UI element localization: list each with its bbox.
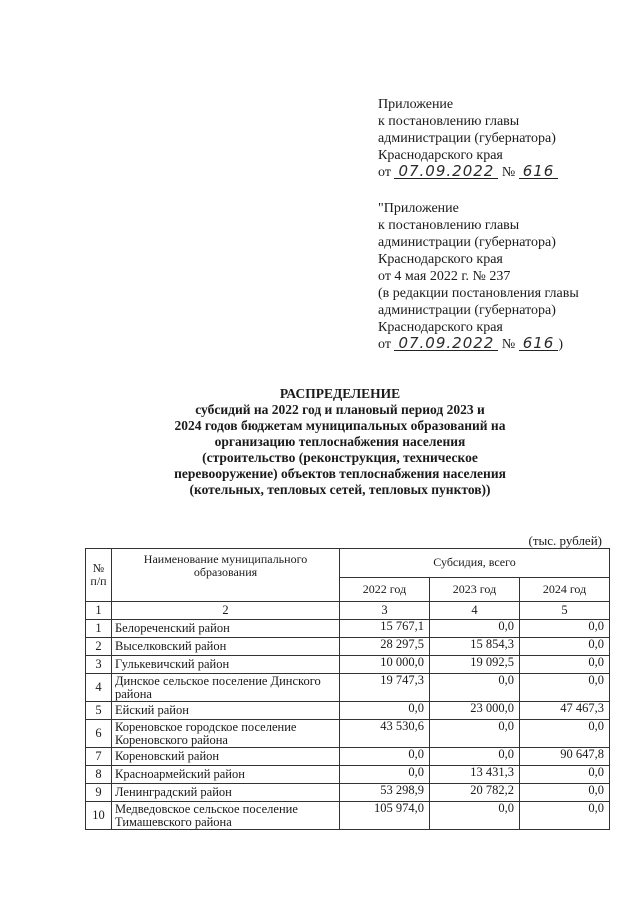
index-cell: 1 — [86, 602, 112, 620]
col-header-name: Наименование муниципального образования — [112, 549, 340, 602]
title-line: РАСПРЕДЕЛЕНИЕ — [279, 386, 401, 401]
value-2022: 0,0 — [340, 702, 430, 720]
value-2022: 105 974,0 — [340, 802, 430, 830]
index-cell: 3 — [340, 602, 430, 620]
table-row — [86, 674, 610, 702]
subsidy-table — [85, 548, 610, 830]
header-line: администрации (губернатора) — [378, 131, 556, 146]
row-number: 9 — [86, 784, 112, 802]
value-2022: 53 298,9 — [340, 784, 430, 802]
value-2023: 0,0 — [430, 674, 520, 702]
value-2024: 0,0 — [520, 784, 610, 802]
header-line: (в редакции постановления главы — [378, 286, 579, 301]
table-row — [86, 720, 610, 748]
title-line: (котельных, тепловых сетей, тепловых пунктов)) — [189, 482, 491, 497]
original-appendix-header — [378, 200, 618, 353]
handwritten-number: 616 — [519, 164, 559, 179]
value-2024: 0,0 — [520, 720, 610, 748]
table-row — [86, 702, 610, 720]
header-date-line — [378, 336, 618, 353]
col-header-year: 2023 год — [430, 577, 520, 601]
value-2022: 15 767,1 — [340, 620, 430, 638]
row-number: 6 — [86, 720, 112, 748]
table-row — [86, 638, 610, 656]
header-date-line — [378, 164, 618, 181]
handwritten-date: 07.09.2022 — [394, 336, 498, 351]
value-2024: 0,0 — [520, 620, 610, 638]
value-2023: 20 782,2 — [430, 784, 520, 802]
municipality-name: Гулькевичский район — [112, 656, 340, 674]
value-2024: 0,0 — [520, 674, 610, 702]
title-line: (строительство (реконструкция, техническое — [202, 450, 478, 465]
municipality-name: Ленинградский район — [112, 784, 340, 802]
col-header-year: 2024 год — [520, 577, 610, 601]
row-number: 2 — [86, 638, 112, 656]
table-row — [86, 802, 610, 830]
handwritten-number: 616 — [519, 336, 559, 351]
row-number: 7 — [86, 748, 112, 766]
row-number: 8 — [86, 766, 112, 784]
municipality-name: Красноармейский район — [112, 766, 340, 784]
municipality-name: Выселковский район — [112, 638, 340, 656]
municipality-name: Белореченский район — [112, 620, 340, 638]
header-line: Краснодарского края — [378, 320, 503, 335]
header-line: Краснодарского края — [378, 252, 503, 267]
appendix-header — [378, 96, 618, 181]
value-2023: 0,0 — [430, 802, 520, 830]
col-header-no: № п/п — [86, 549, 112, 602]
municipality-name: Кореновское городское поселение Кореновского района — [112, 720, 340, 748]
col-header-year: 2022 год — [340, 577, 430, 601]
title-line: 2024 годов бюджетам муниципальных образований на — [174, 418, 506, 433]
value-2024: 90 647,8 — [520, 748, 610, 766]
header-line: администрации (губернатора) — [378, 235, 556, 250]
value-2022: 19 747,3 — [340, 674, 430, 702]
value-2022: 0,0 — [340, 766, 430, 784]
units-label: (тыс. рублей) — [528, 533, 602, 548]
header-line: к постановлению главы — [378, 218, 520, 233]
value-2024: 0,0 — [520, 656, 610, 674]
value-2022: 0,0 — [340, 748, 430, 766]
col-header-subsidy: Субсидия, всего — [340, 549, 610, 578]
value-2023: 0,0 — [430, 748, 520, 766]
value-2023: 0,0 — [430, 620, 520, 638]
value-2024: 47 467,3 — [520, 702, 610, 720]
header-line: администрации (губернатора) — [378, 303, 556, 318]
municipality-name: Динское сельское поселение Динского района — [112, 674, 340, 702]
value-2023: 13 431,3 — [430, 766, 520, 784]
value-2023: 19 092,5 — [430, 656, 520, 674]
index-cell: 4 — [430, 602, 520, 620]
table-row — [86, 656, 610, 674]
number-sign: № — [501, 165, 516, 180]
value-2022: 10 000,0 — [340, 656, 430, 674]
title-line: перевооружение) объектов теплоснабжения населения — [174, 466, 506, 481]
value-2022: 28 297,5 — [340, 638, 430, 656]
header-line: к постановлению главы — [378, 114, 520, 129]
value-2024: 0,0 — [520, 766, 610, 784]
municipality-name: Ейский район — [112, 702, 340, 720]
municipality-name: Кореновский район — [112, 748, 340, 766]
title-line: субсидий на 2022 год и плановый период 2023 и — [195, 402, 485, 417]
header-line: Краснодарского края — [378, 148, 503, 163]
header-line: от 4 мая 2022 г. № 237 — [378, 269, 511, 284]
index-cell: 5 — [520, 602, 610, 620]
value-2023: 0,0 — [430, 720, 520, 748]
index-row — [86, 602, 610, 620]
closing-paren: ) — [558, 337, 563, 352]
row-number: 1 — [86, 620, 112, 638]
table-row — [86, 620, 610, 638]
number-sign: № — [501, 337, 516, 352]
table-row — [86, 748, 610, 766]
table-row — [86, 766, 610, 784]
header-line: Приложение — [378, 97, 454, 112]
handwritten-date: 07.09.2022 — [394, 164, 498, 179]
row-number: 3 — [86, 656, 112, 674]
value-2023: 15 854,3 — [430, 638, 520, 656]
header-line: "Приложение — [378, 201, 459, 216]
date-prefix: от — [378, 337, 391, 352]
table-row — [86, 784, 610, 802]
row-number: 4 — [86, 674, 112, 702]
value-2024: 0,0 — [520, 638, 610, 656]
row-number: 5 — [86, 702, 112, 720]
municipality-name: Медведовское сельское поселение Тимашевского района — [112, 802, 340, 830]
value-2024: 0,0 — [520, 802, 610, 830]
index-cell: 2 — [112, 602, 340, 620]
document-title — [140, 386, 540, 498]
value-2022: 43 530,6 — [340, 720, 430, 748]
value-2023: 23 000,0 — [430, 702, 520, 720]
date-prefix: от — [378, 165, 391, 180]
row-number: 10 — [86, 802, 112, 830]
title-line: организацию теплоснабжения населения — [214, 434, 466, 449]
